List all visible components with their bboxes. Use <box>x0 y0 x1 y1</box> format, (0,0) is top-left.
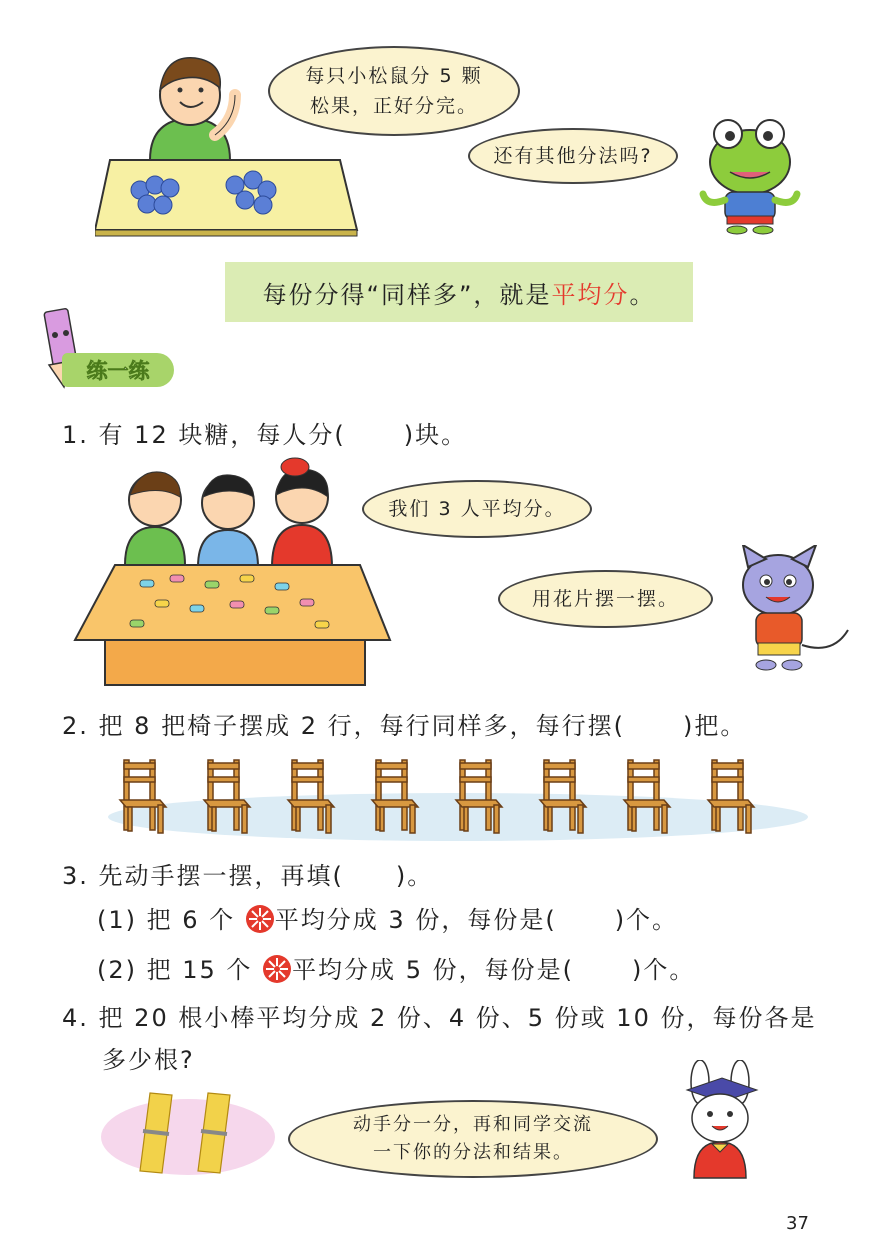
question-4-line-1: 把 20 根小棒平均分成 2 份、4 份、5 份或 10 份，每份各是 <box>98 1004 817 1032</box>
question-3-sub-1-before: (1) 把 6 个 <box>97 906 236 934</box>
question-3-sub-2-end: )个。 <box>631 956 696 984</box>
question-2-number: 2. <box>62 712 89 740</box>
definition-end: 。 <box>629 280 656 309</box>
definition-text: 每份分得“同样多”，就是 <box>262 280 552 309</box>
question-3-sub-1 <box>97 900 678 935</box>
question-3-sub-2-before: (2) 把 15 个 <box>97 956 253 984</box>
practice-title-badge <box>62 353 174 387</box>
question-2-text-after: )把。 <box>682 712 747 740</box>
question-3-number: 3. <box>62 862 89 890</box>
red-flower-chip-icon <box>245 904 275 934</box>
frog-speech-bubble <box>468 128 678 184</box>
chairs-row <box>108 755 808 845</box>
question-3-sub-1-end: )个。 <box>614 906 679 934</box>
question-2 <box>62 706 746 741</box>
question-4-line-2: 多少根? <box>102 1046 195 1074</box>
page-number: 37 <box>786 1213 809 1234</box>
question-1-text-before: 有 12 块糖，每人分( <box>98 421 346 449</box>
question-3-sub-2-after: 平均分成 5 份，每份是( <box>292 956 574 984</box>
rabbit-illustration <box>672 1060 772 1190</box>
frog-bubble-text: 还有其他分法吗? <box>493 145 653 167</box>
cat-illustration <box>728 545 853 675</box>
definition-box <box>225 262 693 322</box>
sticks-bundles-illustration <box>100 1085 275 1180</box>
question-4-continued <box>102 1040 195 1075</box>
question-1 <box>62 415 467 450</box>
rabbit-speech-bubble <box>288 1100 658 1178</box>
question-1-text-after: )块。 <box>403 421 468 449</box>
question-3-text-after: )。 <box>395 862 434 890</box>
boy-bubble-line-2: 松果，正好分完。 <box>309 95 478 117</box>
red-flower-chip-icon <box>262 954 292 984</box>
definition-highlight: 平均分 <box>551 280 630 309</box>
question-4 <box>62 998 816 1033</box>
kids-bubble-text: 我们 3 人平均分。 <box>388 498 566 520</box>
kids-speech-bubble <box>362 480 592 538</box>
question-2-text-before: 把 8 把椅子摆成 2 行，每行同样多，每行摆( <box>98 712 625 740</box>
question-4-number: 4. <box>62 1004 89 1032</box>
rabbit-bubble-line-1: 动手分一分，再和同学交流 <box>353 1114 593 1135</box>
question-3-text-before: 先动手摆一摆，再填( <box>98 862 344 890</box>
boy-speech-bubble <box>268 46 520 136</box>
question-3 <box>62 856 433 891</box>
question-3-sub-1-after: 平均分成 3 份，每份是( <box>274 906 557 934</box>
rabbit-bubble-line-2: 一下你的分法和结果。 <box>373 1142 573 1163</box>
kids-table-illustration <box>70 455 395 690</box>
cat-bubble-text: 用花片摆一摆。 <box>531 588 679 610</box>
boy-bubble-line-1: 每只小松鼠分 5 颗 <box>305 65 483 87</box>
question-3-sub-2 <box>97 950 695 985</box>
practice-title: 练一练 <box>86 359 150 383</box>
frog-illustration <box>695 112 805 237</box>
cat-speech-bubble <box>498 570 713 628</box>
question-1-number: 1. <box>62 421 89 449</box>
